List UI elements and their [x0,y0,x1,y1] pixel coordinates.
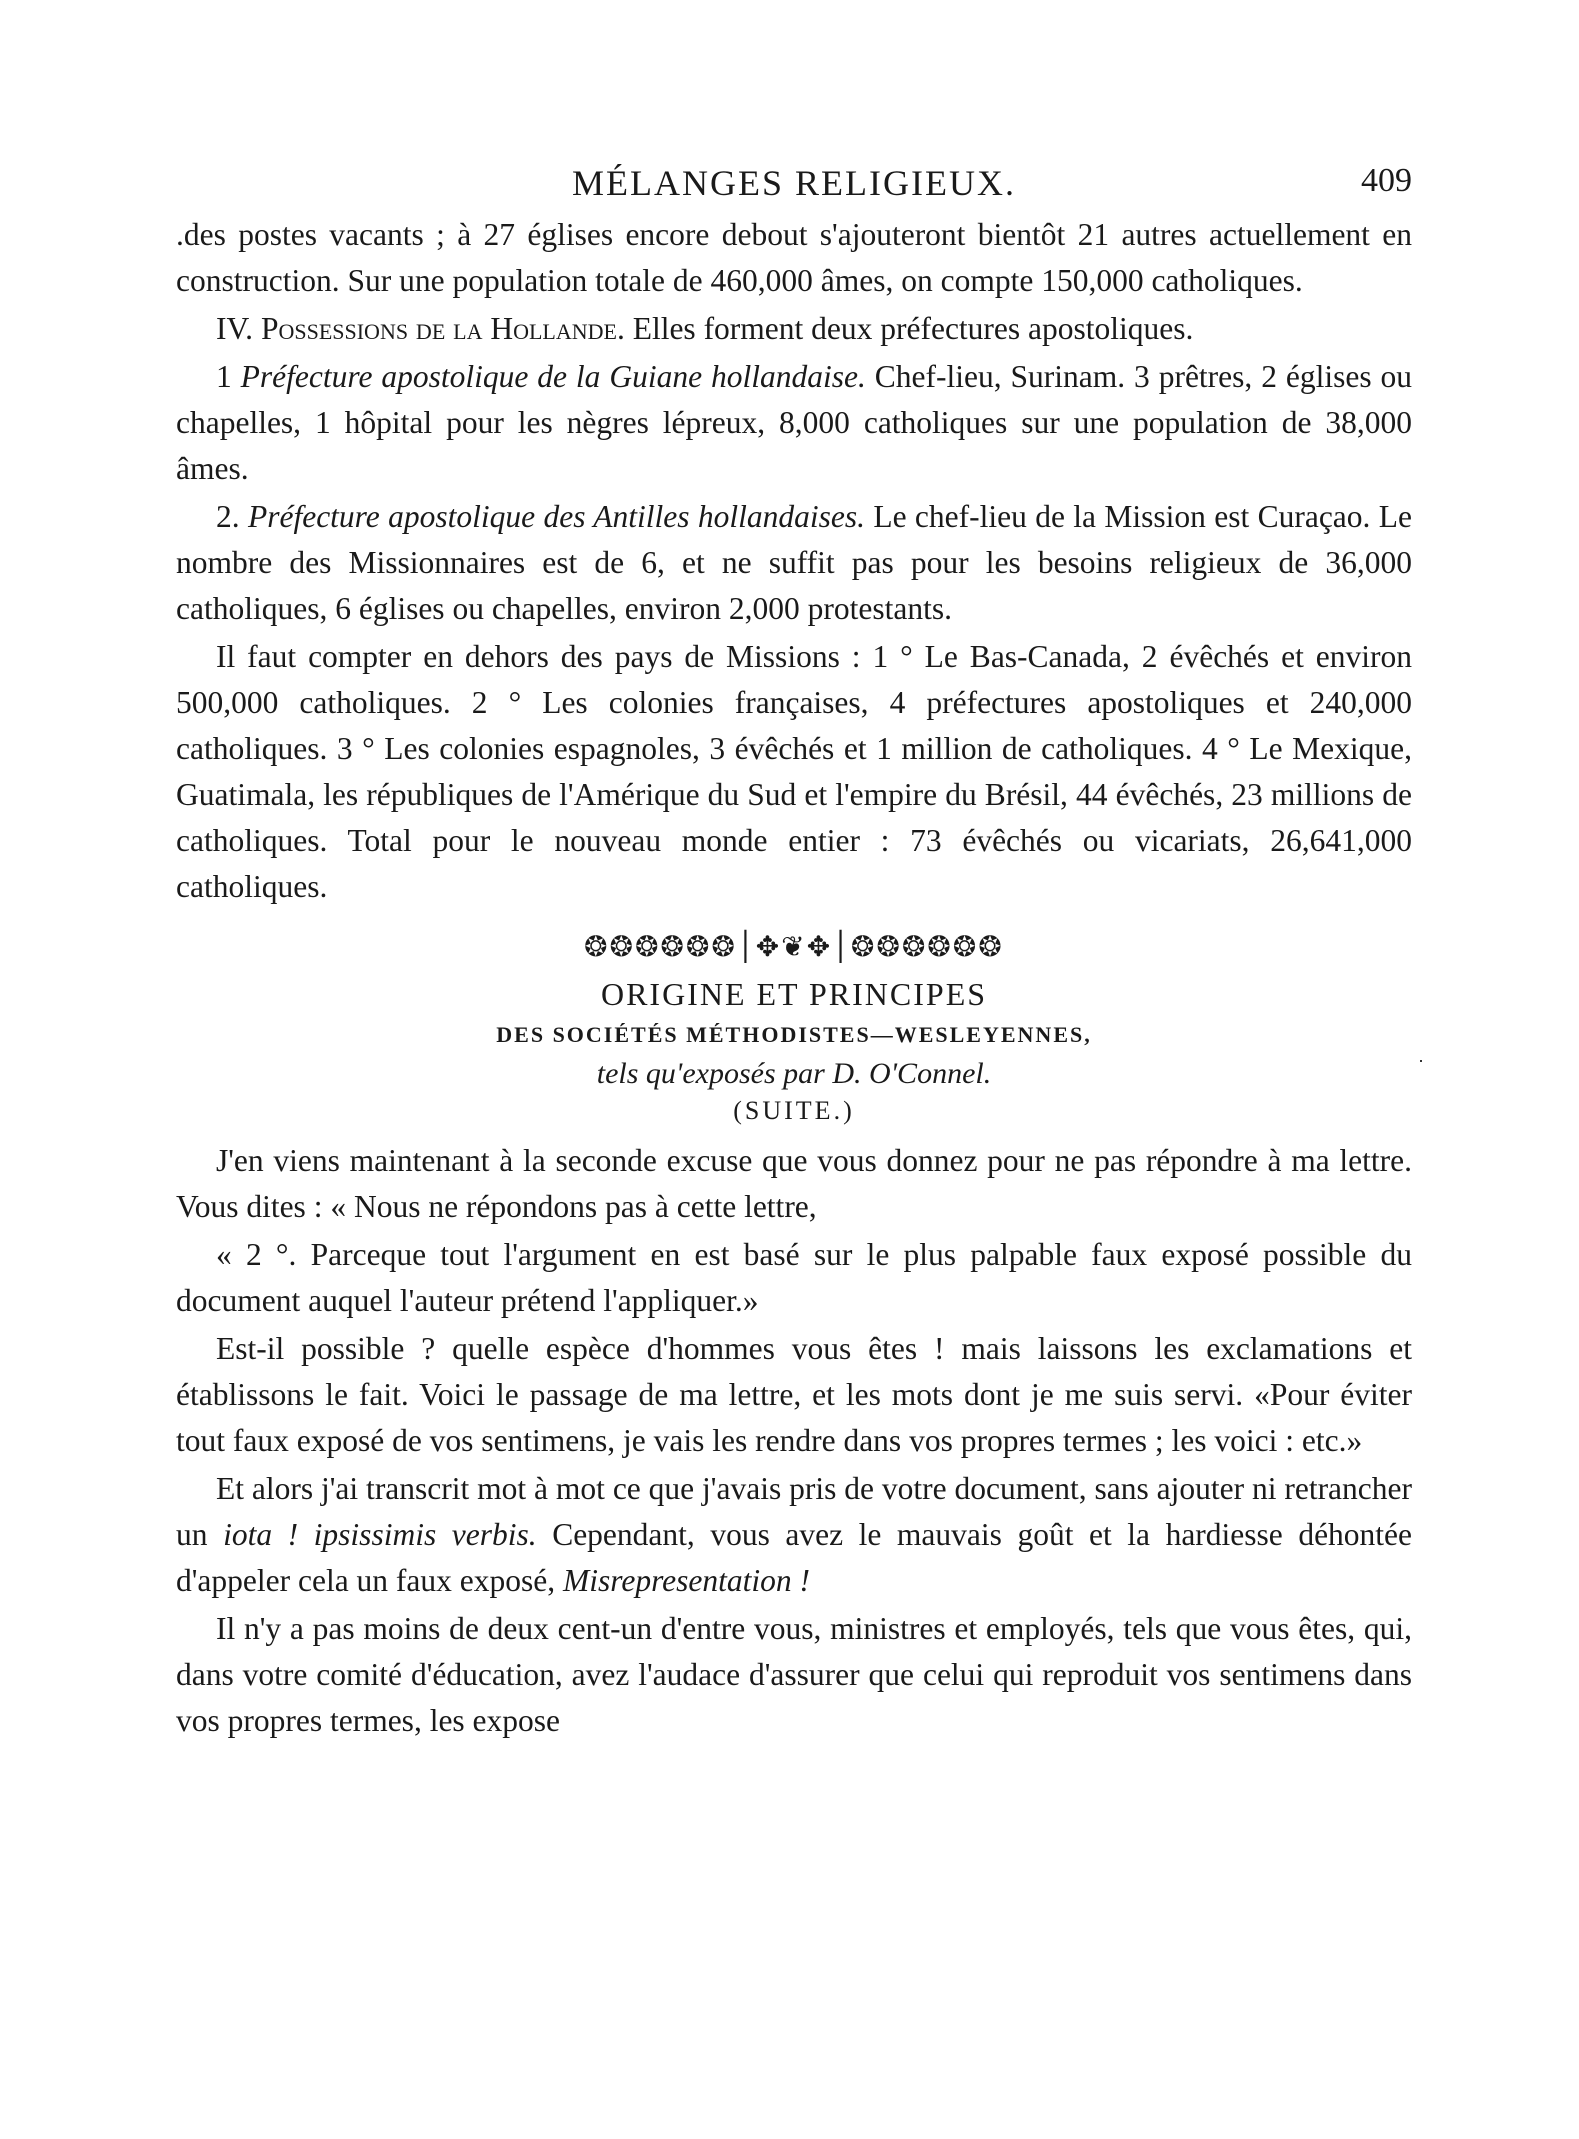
article-suite: (SUITE.) [733,1096,855,1125]
text-run: Et alors j'ai transcrit mot à mot ce que j'avais pris de votre document, sans ajouter ni retrancher un [176,1471,1412,1552]
article-paragraph: « 2 °. Parceque tout l'argument en est basé sur le plus palpable faux exposé possible du document auquel l'auteur prétend l'appliquer.» [176,1237,1412,1318]
article-paragraph: Il n'y a pas moins de deux cent-un d'entre vous, ministres et employés, tels que vous êtes, qui, dans votre comité d'éducation, avez l'audace d'assurer que celui qui reproduit vos sentimens dans vos propres termes, les expose [176,1611,1412,1738]
book-page [176,162,1412,1744]
article-paragraph: Est-il possible ? quelle espèce d'hommes vous êtes ! mais laissons les exclamations et établissons le fait. Voici le passage de ma lettre, et les mots dont je me suis servi. «Pour éviter tout faux exposé de vos sentimens, je vais les rendre dans vos propres termes ; les voici : etc.» [176,1331,1412,1458]
section-number: IV. [216,311,254,346]
item-title: Préfecture apostolique de la Guiane hollandaise. [240,359,866,394]
text-run: Cependant, vous avez le mauvais goût et la hardiesse déhontée d'appeler cela un faux exposé, [176,1517,1413,1598]
article-title: ORIGINE ET PRINCIPES [600,976,988,1012]
item-label: 1 [216,359,232,394]
item-label: 2. [216,499,240,534]
latin-phrase: ipsissimis verbis. [313,1517,537,1552]
article-subtitle: DES SOCIÉTÉS MÉTHODISTES—WESLEYENNES, [496,1022,1092,1047]
print-speck [1420,1060,1422,1062]
article-paragraph: J'en viens maintenant à la seconde excuse que vous donnez pour ne pas répondre à ma lettre. Vous dites : « Nous ne répondons pas à cette lettre, [176,1143,1412,1224]
section-heading-text: Elles forment deux préfectures apostoliques. [632,311,1194,346]
page-number: 409 [1361,162,1412,199]
item-text: Chef-lieu, Surinam. 3 prêtres, 2 églises ou chapelles, 1 hôpital pour les nègres lépreux, 8,000 catholiques sur une population de 38,000 âmes. [176,359,1413,486]
article-paragraph [176,1466,1412,1604]
item-text: Le chef-lieu de la Mission est Curaçao. Le nombre des Missionnaires est de 6, et ne suffit pas pour les besoins religieux de 36,000 catholiques, 6 églises ou chapelles, environ 2,000 protestants. [176,499,1412,626]
paragraph-continuation: .des postes vacants ; à 27 églises encore debout s'ajouteront bientôt 21 autres actuellement en construction. Sur une population totale de 460,000 âmes, on compte 150,000 catholiques. [176,217,1412,298]
section-iv-heading [176,306,1412,352]
ornamental-divider: ❂❂❂❂❂❂│✥❦✥│❂❂❂❂❂❂ [584,930,1004,963]
summary-paragraph: Il faut compter en dehors des pays de Missions : 1 ° Le Bas-Canada, 2 évêchés et environ 500,000 catholiques. 2 ° Les colonies françaises, 4 préfectures apostoliques et 240,000 catholiques. 3 ° Les colonies espagnoles, 3 évêchés et 1 million de catholiques. 4 ° Le Mexique, Guatimala, les républiques de l'Amérique du Sud et l'empire du Brésil, 44 évêchés, 23 millions de catholiques. Total pour le nouveau monde entier : 73 évêchés ou vicariats, 26,641,000 catholiques. [176,639,1412,904]
running-head [176,162,1412,212]
section-title: Possessions de la Hollande. [260,311,625,346]
prefecture-item-2 [176,494,1412,632]
article-attribution: tels qu'exposés par D. O'Connel. [596,1057,992,1090]
english-term: Misrepresentation ! [563,1563,811,1598]
running-title: MÉLANGES RELIGIEUX. [572,163,1016,203]
item-title: Préfecture apostolique des Antilles hollandaises. [247,499,865,534]
latin-iota: iota ! [223,1517,299,1552]
prefecture-item-1 [176,354,1412,492]
body-text [176,212,1412,1744]
